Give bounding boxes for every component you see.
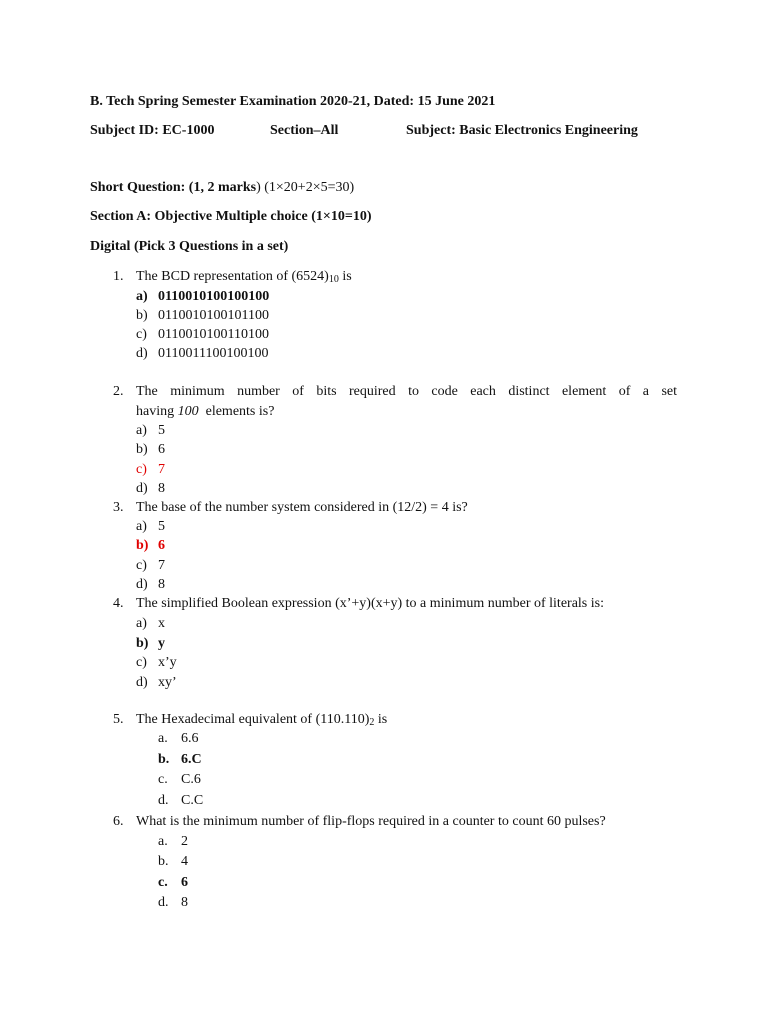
section-a-heading: Section A: Objective Multiple choice (1×10=10)	[90, 209, 372, 224]
question-text-part: is	[374, 712, 388, 727]
option-text: 8	[158, 481, 165, 496]
option-label-correct: b)	[136, 538, 149, 553]
option-text-correct: 7	[158, 462, 165, 477]
subject-name: Subject: Basic Electronics Engineering	[406, 123, 638, 138]
option-label: a)	[136, 289, 148, 304]
question-text-italic: 100	[177, 404, 199, 419]
option-text: 0110010100110100	[158, 327, 269, 342]
option-label: c)	[136, 655, 147, 670]
option-text-correct: 0110010100100100	[158, 289, 270, 304]
option-text-correct: y	[158, 636, 165, 651]
option-text: 0110011100100100	[158, 346, 269, 361]
option-text: 2	[181, 834, 188, 849]
subscript: 10	[328, 274, 339, 285]
option-label: d.	[158, 793, 169, 808]
option-label: c)	[136, 558, 147, 573]
question-text: What is the minimum number of flip-flops required in a counter to count 60 pulses?	[136, 814, 606, 829]
question-text-part: elements is?	[198, 404, 275, 419]
question-text: The simplified Boolean expression (x’+y)(x+y) to a minimum number of literals is:	[136, 596, 604, 611]
question-text-continued	[136, 402, 274, 421]
option-label: d)	[136, 481, 148, 496]
option-text: C.C	[181, 793, 204, 808]
option-text: 6	[158, 442, 165, 457]
question-number: 3.	[113, 500, 124, 515]
option-label: c.	[158, 772, 168, 787]
option-label: b)	[136, 308, 148, 323]
short-question-label: Short Question:	[90, 180, 189, 195]
option-text-correct: 6.C	[181, 752, 202, 767]
option-label: b.	[158, 854, 169, 869]
option-label: d)	[136, 346, 148, 361]
question-number: 1.	[113, 269, 124, 284]
digital-heading: Digital (Pick 3 Questions in a set)	[90, 239, 289, 254]
section-label: Section–All	[270, 123, 339, 138]
option-text: 0110010100101100	[158, 308, 269, 323]
option-label: a)	[136, 519, 147, 534]
option-text: 7	[158, 558, 165, 573]
option-text-correct: 6	[158, 538, 165, 553]
option-text-correct: 6	[181, 875, 188, 890]
option-label: a)	[136, 616, 147, 631]
short-question-line	[90, 178, 354, 197]
option-label-correct: c.	[158, 875, 168, 890]
question-number: 2.	[113, 384, 124, 399]
option-label-correct: b.	[158, 752, 170, 767]
question-number: 5.	[113, 712, 124, 727]
option-text: 8	[181, 895, 188, 910]
option-text: xy’	[158, 675, 177, 690]
question-number: 4.	[113, 596, 124, 611]
subscript: 2	[369, 717, 375, 728]
option-text: C.6	[181, 772, 201, 787]
exam-title: B. Tech Spring Semester Examination 2020-21, Dated: 15 June 2021	[90, 94, 496, 109]
option-text: 8	[158, 577, 165, 592]
subject-id: Subject ID: EC-1000	[90, 123, 215, 138]
option-label: a)	[136, 423, 147, 438]
question-number: 6.	[113, 814, 124, 829]
option-text: 6.6	[181, 731, 199, 746]
question-text	[136, 710, 387, 729]
question-text	[136, 267, 352, 286]
option-label: c)	[136, 327, 147, 342]
option-label: a.	[158, 731, 168, 746]
option-label: a.	[158, 834, 168, 849]
option-text: 5	[158, 423, 165, 438]
option-text: 5	[158, 519, 165, 534]
option-label-correct: b)	[136, 636, 149, 651]
question-text: The minimum number of bits required to code each distinct element of a set	[136, 384, 677, 399]
question-text-part: The BCD representation of (6524)	[136, 269, 329, 284]
option-label: b)	[136, 442, 148, 457]
short-question-marks: (1, 2 marks	[188, 180, 257, 195]
question-text-part: is	[338, 269, 352, 284]
option-label: d)	[136, 675, 148, 690]
question-text-part: having	[136, 404, 178, 419]
option-label: d)	[136, 577, 148, 592]
question-text: The base of the number system considered in (12/2) = 4 is?	[136, 500, 468, 515]
question-text-part: The Hexadecimal equivalent of (110.110)	[136, 712, 370, 727]
option-text: 4	[181, 854, 188, 869]
option-label: d.	[158, 895, 169, 910]
option-text: x’y	[158, 655, 177, 670]
option-text: x	[158, 616, 165, 631]
short-question-formula: ) (1×20+2×5=30)	[256, 180, 355, 195]
option-label-correct: c)	[136, 462, 147, 477]
